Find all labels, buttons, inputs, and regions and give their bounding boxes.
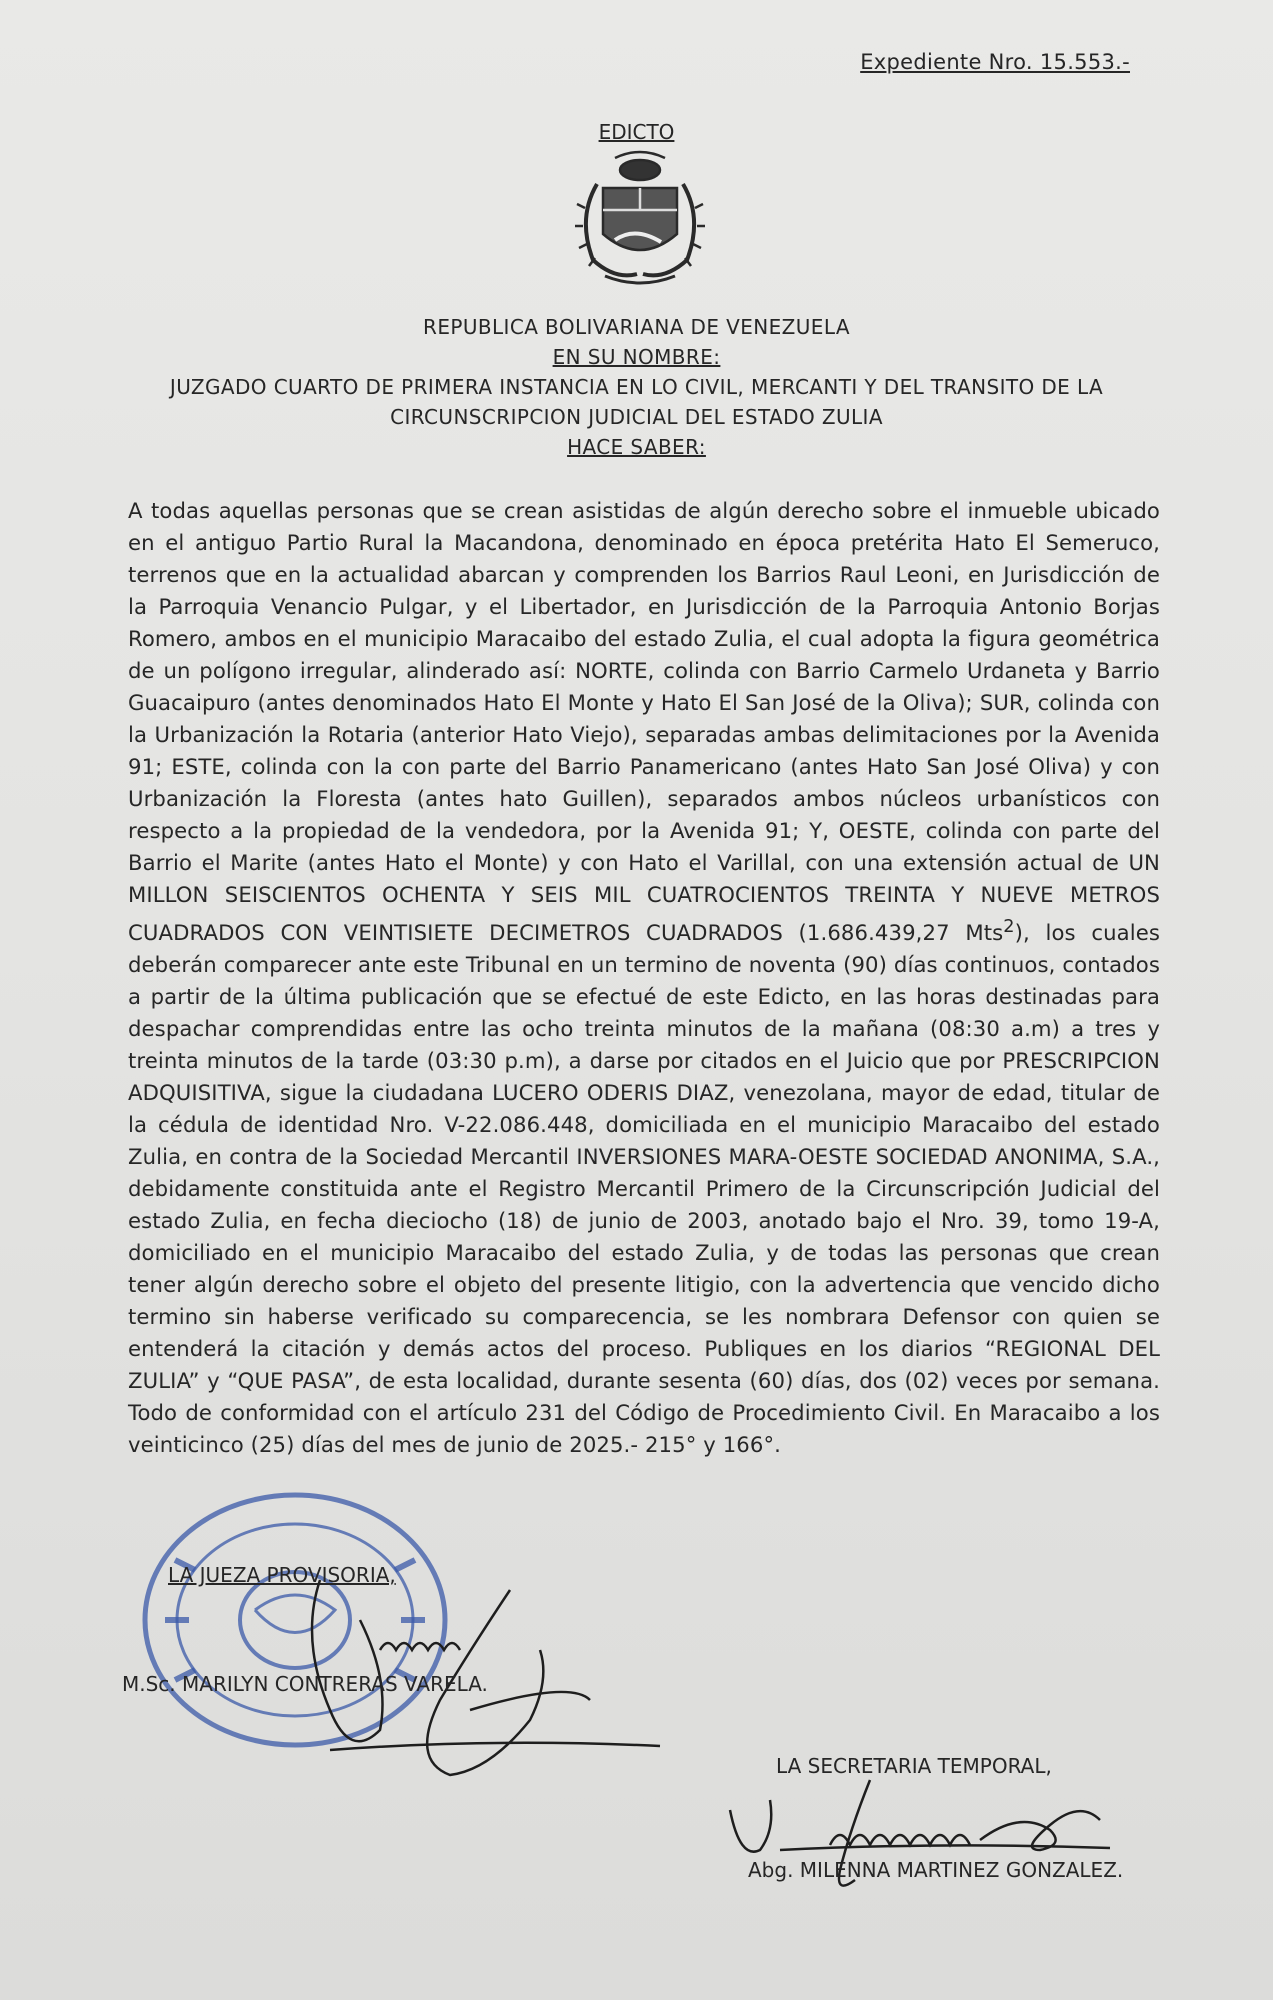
edict-body-part2: ), los cuales deberán comparecer ante este Tribunal en un termino de noventa (90) días continuos, contados a partir de la última publicación que se efectué de este Edicto, en las horas destinadas para despachar comprendidas entre las ocho treinta minutos de la mañana (08:30 a.m) a tres y treinta minutos de la tarde (03:30 p.m), a darse por citados en el Juicio que por PRESCRIPCION ADQUISITIVA, sigue la ciudadana LUCERO ODERIS DIAZ, venezolana, mayor de edad, titular de la cédula de identidad Nro. V-22.086.448, domiciliada en el municipio Maracaibo del estado Zulia, en contra de la Sociedad Mercantil INVERSIONES MARA-OESTE SOCIEDAD ANONIMA, S.A., debidamente constituida ante el Registro Mercantil Primero de la Circunscripción Judicial del estado Zulia, en fecha dieciocho (18) de junio de 2003, anotado bajo el Nro. 39, tomo 19-A, domiciliado en el municipio Maracaibo del estado Zulia, y de todas las personas que crean tener algún derecho sobre el objeto del presente litigio, con la advertencia que vencido dicho termino sin haberse verificado su comparecencia, se les nombrara Defensor con quien se entenderá la citación y demás actos del proceso. Publiques en los diarios “REGIONAL DEL ZULIA” y “QUE PASA”, de esta localidad, durante sesenta (60) días, dos (02) veces por semana. Todo de conformidad con el artículo 231 del Código de Procedimiento Civil. En Maracaibo a los veinticinco (25) días del mes de junio de 2025.- 215° y 166°. bbox=[128, 920, 1160, 1458]
superscript-squared: 2 bbox=[1003, 917, 1015, 937]
heading-en-su-nombre: EN SU NOMBRE: bbox=[552, 345, 721, 369]
secretary-title: LA SECRETARIA TEMPORAL, bbox=[776, 1754, 1052, 1778]
secretary-name: Abg. MILENNA MARTINEZ GONZALEZ. bbox=[748, 1858, 1124, 1882]
expediente-number: Expediente Nro. 15.553.- bbox=[860, 50, 1130, 74]
document-heading bbox=[100, 312, 1173, 462]
heading-court: JUZGADO CUARTO DE PRIMERA INSTANCIA EN LO CIVIL, MERCANTI Y DEL TRANSITO DE LA bbox=[169, 375, 1104, 399]
edict-body-part1: A todas aquellas personas que se crean asistidas de algún derecho sobre el inmueble ubicado en el antiguo Partio Rural la Macandona, denominado en época pretérita Hato El Semeruco, terrenos que en la actualidad abarcan y comprenden los Barrios Raul Leoni, en Jurisdicción de la Parroquia Venancio Pulgar, y el Libertador, en Jurisdicción de la Parroquia Antonio Borjas Romero, ambos en el municipio Maracaibo del estado Zulia, el cual adopta la figura geométrica de un polígono irregular, alinderado así: NORTE, colinda con Barrio Carmelo Urdaneta y Barrio Guacaipuro (antes denominados Hato El Monte y Hato El San José de la Oliva); SUR, colinda con la Urbanización la Rotaria (anterior Hato Viejo), separadas ambas delimitaciones por la Avenida 91; ESTE, colinda con la con parte del Barrio Panamericano (antes Hato San José Oliva) y con Urbanización la Floresta (antes hato Guillen), separados ambos núcleos urbanísticos con respecto a la propiedad de la vendedora, por la Avenida 91; Y, OESTE, colinda con parte del Barrio el Marite (antes Hato el Monte) y con Hato el Varillal, con una extensión actual de UN MILLON SEISCIENTOS OCHENTA Y SEIS MIL CUATROCIENTOS TREINTA Y NUEVE METROS CUADRADOS CON VEINTISIETE DECIMETROS CUADRADOS (1.686.439,27 Mts bbox=[128, 498, 1160, 946]
judge-name: M.Sc. MARILYN CONTRERAS VARELA. bbox=[122, 1672, 488, 1696]
heading-republic: REPUBLICA BOLIVARIANA DE VENEZUELA bbox=[423, 315, 850, 339]
heading-hace-saber: HACE SABER: bbox=[567, 435, 706, 459]
edicto-title: EDICTO bbox=[598, 120, 675, 144]
judge-title: LA JUEZA PROVISORIA, bbox=[168, 1563, 396, 1587]
coat-of-arms-icon bbox=[575, 148, 705, 290]
edict-body bbox=[128, 495, 1160, 1461]
heading-jurisdiction: CIRCUNSCRIPCION JUDICIAL DEL ESTADO ZULIA bbox=[390, 405, 883, 429]
